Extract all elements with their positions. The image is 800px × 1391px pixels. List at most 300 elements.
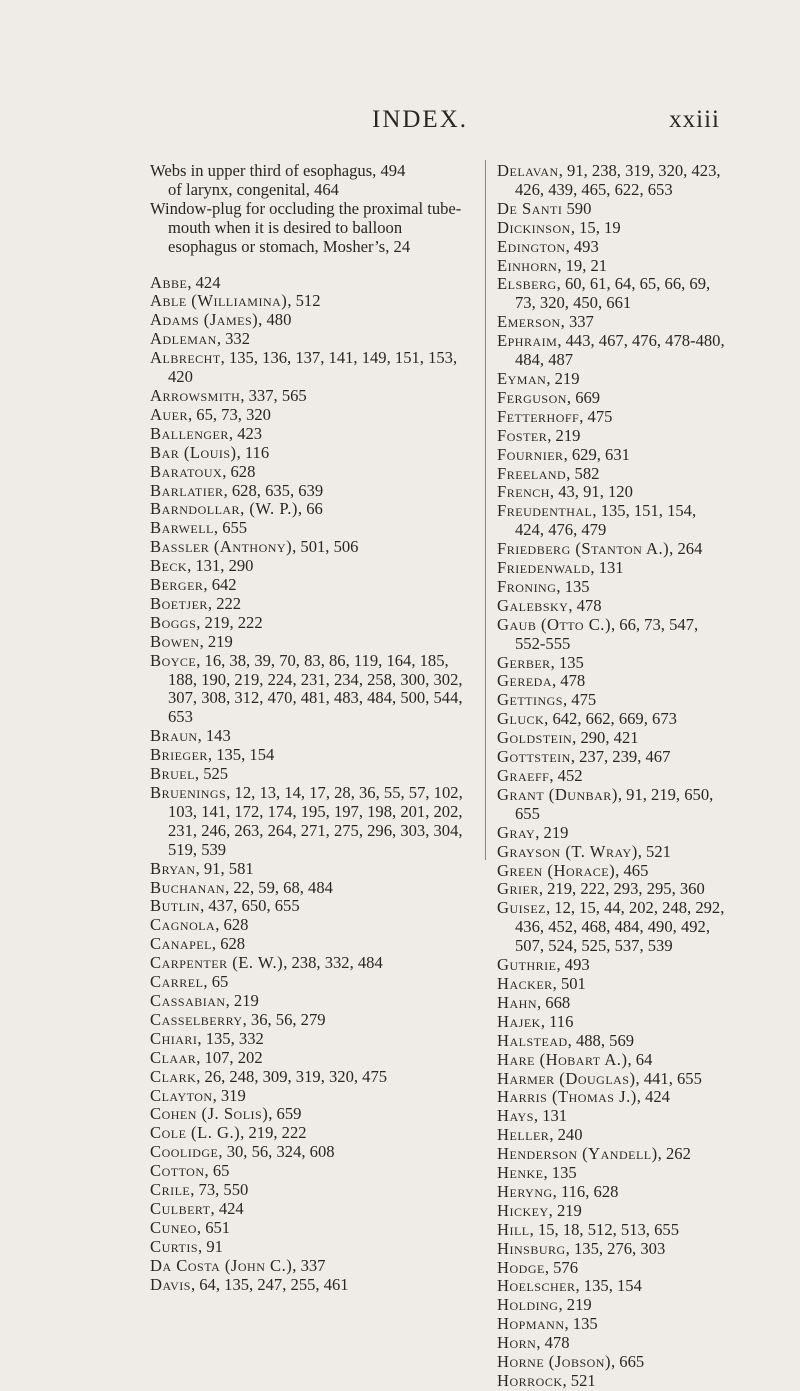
index-entry-name: Guthrie [497, 955, 557, 975]
index-entry [150, 576, 475, 595]
index-entry [150, 1200, 475, 1219]
index-entry-name: Cole (L. G.) [150, 1123, 241, 1143]
index-entry-name: Berger [150, 575, 204, 595]
index-entry [150, 992, 475, 1011]
index-entry-pages: , 521 [562, 1371, 596, 1390]
index-entry-pages: , 423 [228, 423, 263, 443]
index-entry-pages: , 135, 151, 154, 424, 476, 479 [515, 501, 697, 540]
index-entry-name: Grayson (T. Wray) [497, 841, 638, 861]
index-entry-name: Friedberg (Stanton A.) [497, 539, 670, 559]
index-entry [497, 899, 727, 956]
index-entry [150, 444, 475, 463]
index-entry-name: Casselberry [150, 1009, 243, 1029]
index-entry [150, 482, 475, 501]
index-entry-name: Einhorn [497, 255, 558, 275]
index-entry-pages: , 628 [222, 461, 256, 481]
index-entry-name: Goldstein [497, 728, 573, 748]
index-entry [150, 1124, 475, 1143]
index-entry-pages: , 65 [203, 972, 229, 992]
index-entry [497, 219, 727, 238]
index-entry-pages: , 488, 569 [567, 1030, 635, 1050]
index-entry [497, 710, 727, 729]
index-entry-name: Hinsburg [497, 1238, 566, 1258]
index-entry [497, 1353, 727, 1372]
index-entry-name: Edington [497, 236, 566, 256]
index-entry [497, 1240, 727, 1259]
index-entry-name: Bruenings [150, 783, 227, 802]
index-entry-name: Harmer (Douglas) [497, 1068, 636, 1088]
index-entry [497, 767, 727, 786]
index-column-right [497, 162, 727, 1391]
index-entry-pages: , 237, 239, 467 [570, 747, 671, 767]
index-entry [497, 1032, 727, 1051]
index-entry [150, 1238, 475, 1257]
index-entry [497, 1259, 727, 1278]
index-entry [497, 1296, 727, 1315]
index-entry-pages: , 219 [199, 631, 233, 651]
index-entry-name: Braun [150, 726, 198, 746]
index-entry-name: Boetjer [150, 593, 208, 613]
index-entry [497, 559, 727, 578]
index-entry-pages: , 135 [564, 1314, 598, 1334]
index-entry-name: Ballenger [150, 423, 229, 443]
index-entry-name: Adleman [150, 329, 217, 349]
index-entry-pages: , 582 [566, 463, 600, 483]
index-entry-pages: , 501, 506 [292, 537, 359, 557]
index-entry [150, 162, 475, 181]
index-entry-pages: , 135 [556, 576, 590, 596]
index-entry-name: Cohen (J. Solis) [150, 1104, 269, 1124]
index-entry-name: Fournier [497, 444, 564, 464]
index-entry-name: Henderson (Yandell) [497, 1144, 658, 1164]
index-entry-name: Hajek [497, 1011, 541, 1031]
index-entry-pages: , 131 [590, 558, 624, 578]
page-title: INDEX. [372, 106, 469, 133]
index-entry-name: Gray [497, 822, 536, 842]
index-entry [497, 275, 727, 313]
index-entry [497, 1145, 727, 1164]
index-entry [150, 1181, 475, 1200]
index-entry-name: Halstead [497, 1030, 568, 1050]
index-entry-pages: , 475 [562, 690, 597, 710]
index-entry-name: Cagnola [150, 915, 216, 935]
index-entry-pages: 590 [562, 198, 592, 218]
index-entry [150, 652, 475, 728]
index-entry-name: Albrecht [150, 348, 221, 368]
index-entry [150, 935, 475, 954]
index-entry [497, 1051, 727, 1070]
index-entry-pages: , 219 [548, 1200, 582, 1220]
index-entry-name: Davis [150, 1274, 191, 1294]
index-entry [497, 238, 727, 257]
index-entry-pages: , 91, 219, 650, 655 [515, 784, 714, 823]
index-entry-pages: , 668 [536, 992, 571, 1012]
index-entry-pages: , 43, 91, 120 [549, 482, 633, 502]
index-entry-name: Delavan [497, 161, 559, 180]
index-entry [497, 994, 727, 1013]
index-entry [150, 1011, 475, 1030]
index-entry [497, 786, 727, 824]
index-entry [150, 425, 475, 444]
index-entry-pages: , 443, 467, 476, 478-480, 484, 487 [515, 331, 725, 370]
index-entry-pages: , 437, 650, 655 [200, 896, 300, 916]
index-entry [150, 519, 475, 538]
index-entry [497, 446, 727, 465]
index-entry-pages: , 219 [547, 425, 581, 445]
index-entry [497, 880, 727, 899]
index-entry-pages: , 478 [536, 1333, 570, 1353]
index-entry [497, 1070, 727, 1089]
index-entry [497, 1277, 727, 1296]
index-entry-name: Claar [150, 1047, 197, 1067]
index-entry-name: Culbert [150, 1198, 211, 1218]
index-entry-name: Able (Williamina) [150, 291, 288, 311]
index-entry-pages: , 480 [258, 310, 292, 330]
index-entry [150, 1219, 475, 1238]
index-entry [150, 1143, 475, 1162]
index-entry-name: Friedenwald [497, 558, 591, 578]
index-entry-pages: , 73, 550 [190, 1180, 249, 1200]
index-entry-pages: , 91, 238, 319, 320, 423, 426, 439, 465, 622, 653 [515, 161, 721, 199]
index-entry-name: Dickinson [497, 217, 571, 237]
index-entry-name: Foster [497, 425, 548, 445]
index-entry-pages: , 629, 631 [563, 444, 630, 464]
index-entry-name: Grant (Dunbar) [497, 784, 618, 804]
index-entry [150, 500, 475, 519]
index-entry-name: Carpenter (E. W.) [150, 953, 284, 973]
page-header [0, 106, 800, 140]
index-entry [150, 727, 475, 746]
index-entry [497, 1202, 727, 1221]
index-entry-pages: , 135, 276, 303 [565, 1238, 666, 1258]
index-entry [497, 1164, 727, 1183]
index-entry-pages: , 16, 38, 39, 70, 83, 86, 119, 164, 185, 188, 190, 219, 224, 231, 234, 258, 300, 302, 307, 308, 312, 470, 481, 483, 484, 500, 544, 653 [168, 650, 463, 727]
index-entry [150, 200, 475, 257]
index-entry [150, 330, 475, 349]
index-entry [497, 729, 727, 748]
index-entry-pages: , 628 [215, 915, 249, 935]
index-entry [150, 954, 475, 973]
index-entry-name: Bruel [150, 764, 195, 784]
index-entry-name: Gluck [497, 709, 545, 729]
index-entry [150, 879, 475, 898]
index-entry-pages: , 15, 19 [570, 217, 621, 237]
index-entry-pages: , 441, 655 [635, 1068, 702, 1088]
index-entry [150, 633, 475, 652]
index-entry-pages: , 337 [560, 312, 594, 332]
index-entry-name: Beck [150, 556, 188, 576]
index-entry-pages: , 219 [535, 822, 569, 842]
index-entry-pages: , 219, 222 [196, 612, 263, 632]
index-entry-name: Green (Horace) [497, 860, 616, 880]
index-entry [150, 349, 475, 387]
index-entry-name: Ferguson [497, 387, 567, 407]
index-entry-pages: , 66 [297, 499, 323, 519]
index-entry-name: Barlatier [150, 480, 224, 500]
index-entry-name: Heller [497, 1125, 550, 1145]
index-entry-pages: , 143 [197, 726, 231, 746]
index-entry [497, 748, 727, 767]
index-entry-name: Cassabian [150, 990, 226, 1010]
index-entry-name: Fetterhoff [497, 406, 580, 426]
index-entry-pages: , 12, 13, 14, 17, 28, 36, 55, 57, 102, 103, 141, 172, 174, 195, 197, 198, 201, 202, 231, 246, 263, 264, 271, 275, 296, 303, 304, 519, 539 [168, 783, 463, 859]
index-entry-pages: , 135 [550, 652, 584, 672]
index-entry [497, 616, 727, 654]
index-entry [150, 538, 475, 557]
index-entry [497, 824, 727, 843]
index-entry-pages: , 290, 421 [572, 728, 639, 748]
index-entry-pages: , 262 [657, 1144, 691, 1164]
index-entry [497, 465, 727, 484]
index-entry-pages: , 669 [566, 387, 601, 407]
index-entry-name: Horn [497, 1333, 537, 1353]
index-entry [497, 540, 727, 559]
index-entry-pages: , 642, 662, 669, 673 [544, 709, 677, 729]
index-entry [497, 597, 727, 616]
index-entry-pages: , 651 [196, 1217, 231, 1237]
index-entry-pages: , 493 [556, 955, 590, 975]
index-entry-name: Freeland [497, 463, 567, 483]
index-entry-name: Gaub (Otto C.) [497, 614, 611, 634]
index-entry-pages: , 116, 628 [552, 1181, 619, 1201]
index-entry [497, 200, 727, 219]
index-entry [150, 311, 475, 330]
index-entry-name: Boyce [150, 650, 197, 670]
column-divider [485, 160, 486, 860]
index-entry-name: Gereda [497, 671, 552, 691]
index-entry [497, 483, 727, 502]
index-entry [497, 862, 727, 881]
index-entry [497, 654, 727, 673]
index-entry-pages: , 219, 222, 293, 295, 360 [538, 879, 705, 899]
index-entry [150, 1068, 475, 1087]
index-entry-pages: , 642 [203, 575, 237, 595]
index-entry-pages: Webs in upper third of esophagus, 494 [150, 161, 406, 180]
index-entry [497, 313, 727, 332]
index-entry-pages: , 135, 136, 137, 141, 149, 151, 153, 420 [168, 348, 458, 387]
index-entry-pages: , 116 [236, 442, 270, 462]
index-entry-pages: , 478 [568, 595, 602, 615]
index-entry-pages: , 478 [551, 671, 586, 691]
index-entry-name: Holding [497, 1295, 559, 1315]
index-entry-name: Hacker [497, 973, 553, 993]
index-entry-name: Ephraim [497, 331, 558, 351]
index-entry-pages: , 135, 332 [197, 1028, 264, 1048]
index-entry [497, 408, 727, 427]
index-entry-pages: , 107, 202 [196, 1047, 263, 1067]
index-entry [497, 370, 727, 389]
index-entry [150, 1030, 475, 1049]
index-entry-name: Boggs [150, 612, 197, 632]
index-entry-name: Crile [150, 1180, 191, 1200]
index-entry [497, 332, 727, 370]
index-entry [150, 765, 475, 784]
index-entry-name: Hickey [497, 1200, 549, 1220]
index-entry [497, 691, 727, 710]
index-entry-pages: , 475 [579, 406, 613, 426]
index-entry-pages: , 424 [210, 1198, 244, 1218]
index-entry-pages: , 64, 135, 247, 255, 461 [190, 1274, 349, 1294]
index-entry-name: Hill [497, 1219, 530, 1239]
index-entry [497, 1334, 727, 1353]
index-entry [497, 1088, 727, 1107]
index-entry-pages: , 240 [549, 1125, 583, 1145]
index-entry-name: French [497, 482, 550, 502]
index-entry-name: Eyman [497, 368, 547, 388]
index-entry-name: Horne (Jobson) [497, 1352, 611, 1372]
index-entry-pages: , 628 [211, 934, 246, 954]
index-entry [150, 292, 475, 311]
index-entry-pages: , 655 [213, 518, 248, 538]
index-entry-name: Bassler (Anthony) [150, 537, 293, 557]
index-entry [150, 973, 475, 992]
index-entry-pages: , 319 [212, 1085, 246, 1105]
index-entry-name: Hahn [497, 992, 537, 1012]
index-entry [497, 843, 727, 862]
index-entry-name: Froning [497, 576, 557, 596]
index-entry-pages: , 424 [636, 1087, 670, 1107]
index-entry-name: Bar (Louis) [150, 442, 237, 462]
index-entry-name: Cotton [150, 1161, 205, 1181]
index-entry-pages: , 91 [198, 1236, 223, 1256]
index-entry-pages: , 22, 59, 68, 484 [225, 877, 333, 897]
index-entry [497, 956, 727, 975]
index-entry [497, 672, 727, 691]
index-entry-pages: , 219, 222 [240, 1123, 307, 1143]
index-entry-name: Barwell [150, 518, 214, 538]
index-entry [497, 1315, 727, 1334]
index-entry-name: Brieger [150, 745, 208, 765]
index-entry-pages: , 219 [225, 990, 259, 1010]
index-entry-pages: , 501 [552, 973, 586, 993]
index-entry-name: De Santi [497, 198, 563, 218]
index-entry-name: Galebsky [497, 595, 569, 615]
index-entry-pages: , 512 [287, 291, 321, 311]
index-entry-name: Gottstein [497, 747, 571, 767]
index-column-left [150, 162, 475, 1294]
index-entry-pages: , 12, 15, 44, 202, 248, 292, 436, 452, 468, 484, 490, 492, 507, 524, 525, 537, 539 [515, 898, 725, 956]
index-entry-name: Grier [497, 879, 539, 899]
index-entry-name: Bryan [150, 858, 196, 878]
index-entry-pages: , 15, 18, 512, 513, 655 [529, 1219, 679, 1239]
index-entry [150, 181, 475, 200]
index-entry-name: Clark [150, 1066, 197, 1086]
index-entry-name: Hoelscher [497, 1276, 576, 1296]
index-entry-name: Coolidge [150, 1142, 219, 1162]
index-entry-name: Chiari [150, 1028, 198, 1048]
index-entry-name: Gerber [497, 652, 551, 672]
index-entry [497, 502, 727, 540]
index-entry [497, 162, 727, 200]
index-entry-pages: , 91, 581 [195, 858, 254, 878]
index-entry-name: Guisez [497, 898, 546, 918]
index-entry-name: Da Costa (John C.) [150, 1255, 293, 1275]
index-entry-pages: , 135 [543, 1163, 577, 1183]
index-entry-name: Emerson [497, 312, 561, 332]
index-entry-pages: , 665 [610, 1352, 645, 1372]
index-entry [150, 1087, 475, 1106]
index-entry-pages: , 60, 61, 64, 65, 66, 69, 73, 320, 450, 661 [515, 274, 711, 313]
index-entry-name: Carrel [150, 972, 204, 992]
index-entry-pages: , 131 [533, 1106, 568, 1126]
index-entry-pages: , 222 [207, 593, 242, 613]
index-entry-pages: , 521 [637, 841, 671, 861]
index-entry-name: Bowen [150, 631, 200, 651]
index-entry [150, 1257, 475, 1276]
index-entry [497, 1183, 727, 1202]
index-entry-pages: , 64 [627, 1049, 653, 1069]
index-entry-pages: , 264 [669, 539, 703, 559]
index-entry [497, 1013, 727, 1032]
index-entry-pages: , 238, 332, 484 [283, 953, 383, 973]
index-entry [150, 1162, 475, 1181]
index-entry-name: Hare (Hobart A.) [497, 1049, 628, 1069]
index-entry-pages: , 116 [540, 1011, 574, 1031]
index-entry-name: Abbe [150, 272, 188, 292]
index-entry-name: Clayton [150, 1085, 213, 1105]
index-entry [150, 784, 475, 860]
index-entry-name: Gettings [497, 690, 563, 710]
index-entry [150, 1276, 475, 1295]
index-entry-pages: , 66, 73, 547, 552-555 [515, 614, 699, 653]
index-entry-pages: , 337, 565 [240, 385, 307, 405]
index-entry-name: Adams (James) [150, 310, 259, 330]
index-entry [150, 595, 475, 614]
index-entry-pages: , 493 [565, 236, 599, 256]
index-entry-name: Barndollar, (W. P.) [150, 499, 298, 519]
index-entry-pages: , 36, 56, 279 [242, 1009, 326, 1029]
index-entry-pages: , 65 [204, 1161, 230, 1181]
index-entry [150, 463, 475, 482]
index-entry-pages: , 219 [546, 368, 580, 388]
index-entry-pages: , 465 [615, 860, 649, 880]
index-entry-name: Freudenthal [497, 501, 593, 521]
index-entry [497, 1107, 727, 1126]
index-entry [150, 387, 475, 406]
index-entry [150, 406, 475, 425]
index-entry [150, 1105, 475, 1124]
index-entry-pages: , 576 [544, 1257, 578, 1277]
page-number: xxiii [669, 106, 720, 133]
index-entry-name: Henke [497, 1163, 544, 1183]
index-entry-pages: , 19, 21 [557, 255, 608, 275]
index-entry-name: Hays [497, 1106, 534, 1126]
index-entry-pages: , 131, 290 [187, 556, 254, 576]
index-entry [497, 578, 727, 597]
index-entry-pages: , 659 [268, 1104, 302, 1124]
index-entry-pages: , 424 [187, 272, 221, 292]
index-entry-name: Baratoux [150, 461, 223, 481]
index-entry [497, 257, 727, 276]
index-entry-pages: , 332 [216, 329, 250, 349]
index-entry-pages: , 337 [292, 1255, 326, 1275]
index-entry [497, 427, 727, 446]
index-entry-name: Heryng [497, 1181, 553, 1201]
index-entry-pages: , 26, 248, 309, 319, 320, 475 [196, 1066, 388, 1086]
index-entry-name: Harris (Thomas J.) [497, 1087, 637, 1107]
index-entry [497, 389, 727, 408]
index-entry-name: Horrock [497, 1371, 563, 1390]
index-entry-name: Buchanan [150, 877, 226, 897]
index-entry-pages: , 135, 154 [207, 745, 275, 765]
index-entry-pages: , 452 [549, 766, 583, 785]
index-entry-pages: , 628, 635, 639 [223, 480, 324, 500]
index-entry-name: Hodge [497, 1257, 545, 1277]
index-entry [150, 557, 475, 576]
index-entry-name: Elsberg [497, 274, 557, 294]
index-entry-pages: Window-plug for occluding the proximal tube-mouth when it is desired to balloon esophagus or stomach, Mosher’s, 24 [150, 198, 462, 256]
index-entry [497, 1126, 727, 1145]
